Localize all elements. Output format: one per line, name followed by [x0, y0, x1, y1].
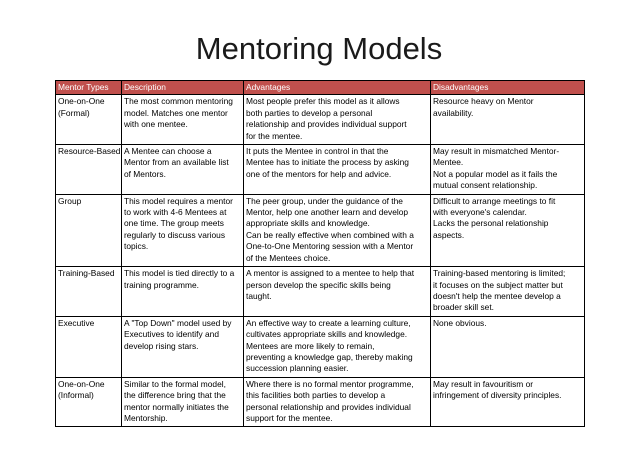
description-cell [122, 194, 244, 266]
slide-title: Mentoring Models [195, 31, 443, 66]
cell-text-line: relationship and provides individual support [246, 119, 407, 130]
disadvantages-cell [431, 95, 585, 145]
cell-text-line: personal relationship and provides individual [246, 401, 411, 412]
cell-text-line: broader skill set. [433, 302, 494, 313]
cell-text-line: one time. The group meets [124, 218, 224, 229]
cell-text-line: Training-based mentoring is limited; [433, 268, 566, 279]
cell-text-line: it focuses on the subject matter but [433, 279, 563, 290]
cell-text-line: this facilities both parties to develop a [246, 390, 386, 401]
cell-text-line: mutual consent relationship. [433, 180, 538, 191]
cell-text-line: availability. [433, 107, 474, 118]
cell-text-line: the difference bring that the [124, 390, 226, 401]
disadvantages-cell [431, 377, 585, 427]
cell-text-line: Training-Based [58, 268, 115, 279]
cell-text-line: cultivates appropriate skills and knowledge. [246, 329, 408, 340]
cell-text-line: One-on-One [58, 378, 105, 389]
cell-text-line: A Mentee can choose a [124, 146, 212, 157]
cell-text-line: regularly to discuss various [124, 229, 226, 240]
table-body [56, 95, 585, 427]
cell-text-line: Difficult to arrange meetings to fit [433, 195, 556, 206]
mentor-type-cell [56, 95, 122, 145]
cell-text-line: The most common mentoring [124, 96, 233, 107]
cell-text-line: to work with 4-6 Mentees at [124, 207, 227, 218]
table-row [56, 267, 585, 317]
cell-text-line: with everyone's calendar. [433, 207, 527, 218]
disadvantages-cell [431, 145, 585, 195]
cell-text-line: Most people prefer this model as it allows [246, 96, 400, 107]
advantages-cell [244, 194, 431, 266]
table-row [56, 377, 585, 427]
cell-text-line: Mentee. [433, 157, 464, 168]
table-row [56, 95, 585, 145]
cell-text-line: Mentor, help one another learn and develop [246, 207, 409, 218]
disadvantages-cell [431, 267, 585, 317]
advantages-cell [244, 267, 431, 317]
description-cell [122, 145, 244, 195]
cell-text-line: Mentor from an available list [124, 157, 229, 168]
cell-text-line: doesn't help the mentee develop a [433, 290, 561, 301]
advantages-cell [244, 316, 431, 377]
cell-text-line: support for the mentee. [246, 412, 333, 423]
cell-text-line: The peer group, under the guidance of the [246, 195, 403, 206]
table-header [56, 81, 585, 95]
cell-text-line: Resource-Based [58, 146, 120, 157]
cell-text-line: An effective way to create a learning culture, [246, 317, 411, 328]
cell-text-line: Mentee has to initiate the process by asking [246, 157, 409, 168]
cell-text-line: Resource heavy on Mentor [433, 96, 534, 107]
cell-text-line: A mentor is assigned to a mentee to help that [246, 268, 415, 279]
cell-text-line: Where there is no formal mentor programme, [246, 378, 414, 389]
cell-text-line: A "Top Down" model used by [124, 317, 232, 328]
cell-text-line: Mentees are more likely to remain, [246, 340, 375, 351]
header-advantages: Advantages [244, 81, 431, 95]
cell-text-line: It puts the Mentee in control in that the [246, 146, 389, 157]
mentoring-models-table [55, 80, 585, 427]
cell-text-line: Can be really effective when combined with a [246, 229, 414, 240]
cell-text-line: (Informal) [58, 390, 94, 401]
cell-text-line: Lacks the personal relationship [433, 218, 549, 229]
cell-text-line: person develop the specific skills being [246, 279, 391, 290]
cell-text-line: taught. [246, 290, 272, 301]
header-row [56, 81, 585, 95]
cell-text-line: appropriate skills and knowledge. [246, 218, 370, 229]
mentor-type-cell [56, 267, 122, 317]
advantages-cell [244, 377, 431, 427]
cell-text-line: None obvious. [433, 317, 487, 328]
cell-text-line: aspects. [433, 229, 465, 240]
cell-text-line: develop rising stars. [124, 340, 199, 351]
cell-text-line: Similar to the formal model, [124, 378, 226, 389]
description-cell [122, 377, 244, 427]
advantages-cell [244, 145, 431, 195]
header-mentor-types: Mentor Types [56, 81, 122, 95]
cell-text-line: May result in mismatched Mentor- [433, 146, 560, 157]
cell-text-line: topics. [124, 241, 149, 252]
cell-text-line: model. Matches one mentor [124, 107, 228, 118]
cell-text-line: mentor normally initiates the [124, 401, 229, 412]
cell-text-line: Mentorship. [124, 412, 168, 423]
cell-text-line: Executives to identify and [124, 329, 219, 340]
header-disadvantages: Disadvantages [431, 81, 585, 95]
cell-text-line: of Mentors. [124, 168, 166, 179]
mentor-type-cell [56, 145, 122, 195]
mentor-type-cell [56, 316, 122, 377]
cell-text-line: infringement of diversity principles. [433, 390, 562, 401]
cell-text-line: with one mentee. [124, 119, 188, 130]
cell-text-line: (Formal) [58, 107, 90, 118]
header-description: Description [122, 81, 244, 95]
cell-text-line: Group [58, 195, 82, 206]
cell-text-line: One-on-One [58, 96, 105, 107]
disadvantages-cell [431, 194, 585, 266]
disadvantages-cell [431, 316, 585, 377]
cell-text-line: This model is tied directly to a [124, 268, 235, 279]
cell-text-line: both parties to develop a personal [246, 107, 373, 118]
cell-text-line: preventing a knowledge gap, thereby making [246, 351, 413, 362]
mentor-type-cell [56, 377, 122, 427]
cell-text-line: One-to-One Mentoring session with a Mentor [246, 241, 414, 252]
cell-text-line: for the mentee. [246, 130, 303, 141]
table-row [56, 316, 585, 377]
cell-text-line: of the Mentees choice. [246, 252, 331, 263]
cell-text-line: This model requires a mentor [124, 195, 233, 206]
cell-text-line: succession planning easier. [246, 363, 349, 374]
description-cell [122, 316, 244, 377]
description-cell [122, 95, 244, 145]
table-row [56, 194, 585, 266]
cell-text-line: May result in favouritism or [433, 378, 534, 389]
mentor-type-cell [56, 194, 122, 266]
table-row [56, 145, 585, 195]
description-cell [122, 267, 244, 317]
cell-text-line: Not a popular model as it fails the [433, 168, 558, 179]
advantages-cell [244, 95, 431, 145]
cell-text-line: one of the mentors for help and advice. [246, 168, 392, 179]
cell-text-line: Executive [58, 317, 95, 328]
cell-text-line: training programme. [124, 279, 199, 290]
